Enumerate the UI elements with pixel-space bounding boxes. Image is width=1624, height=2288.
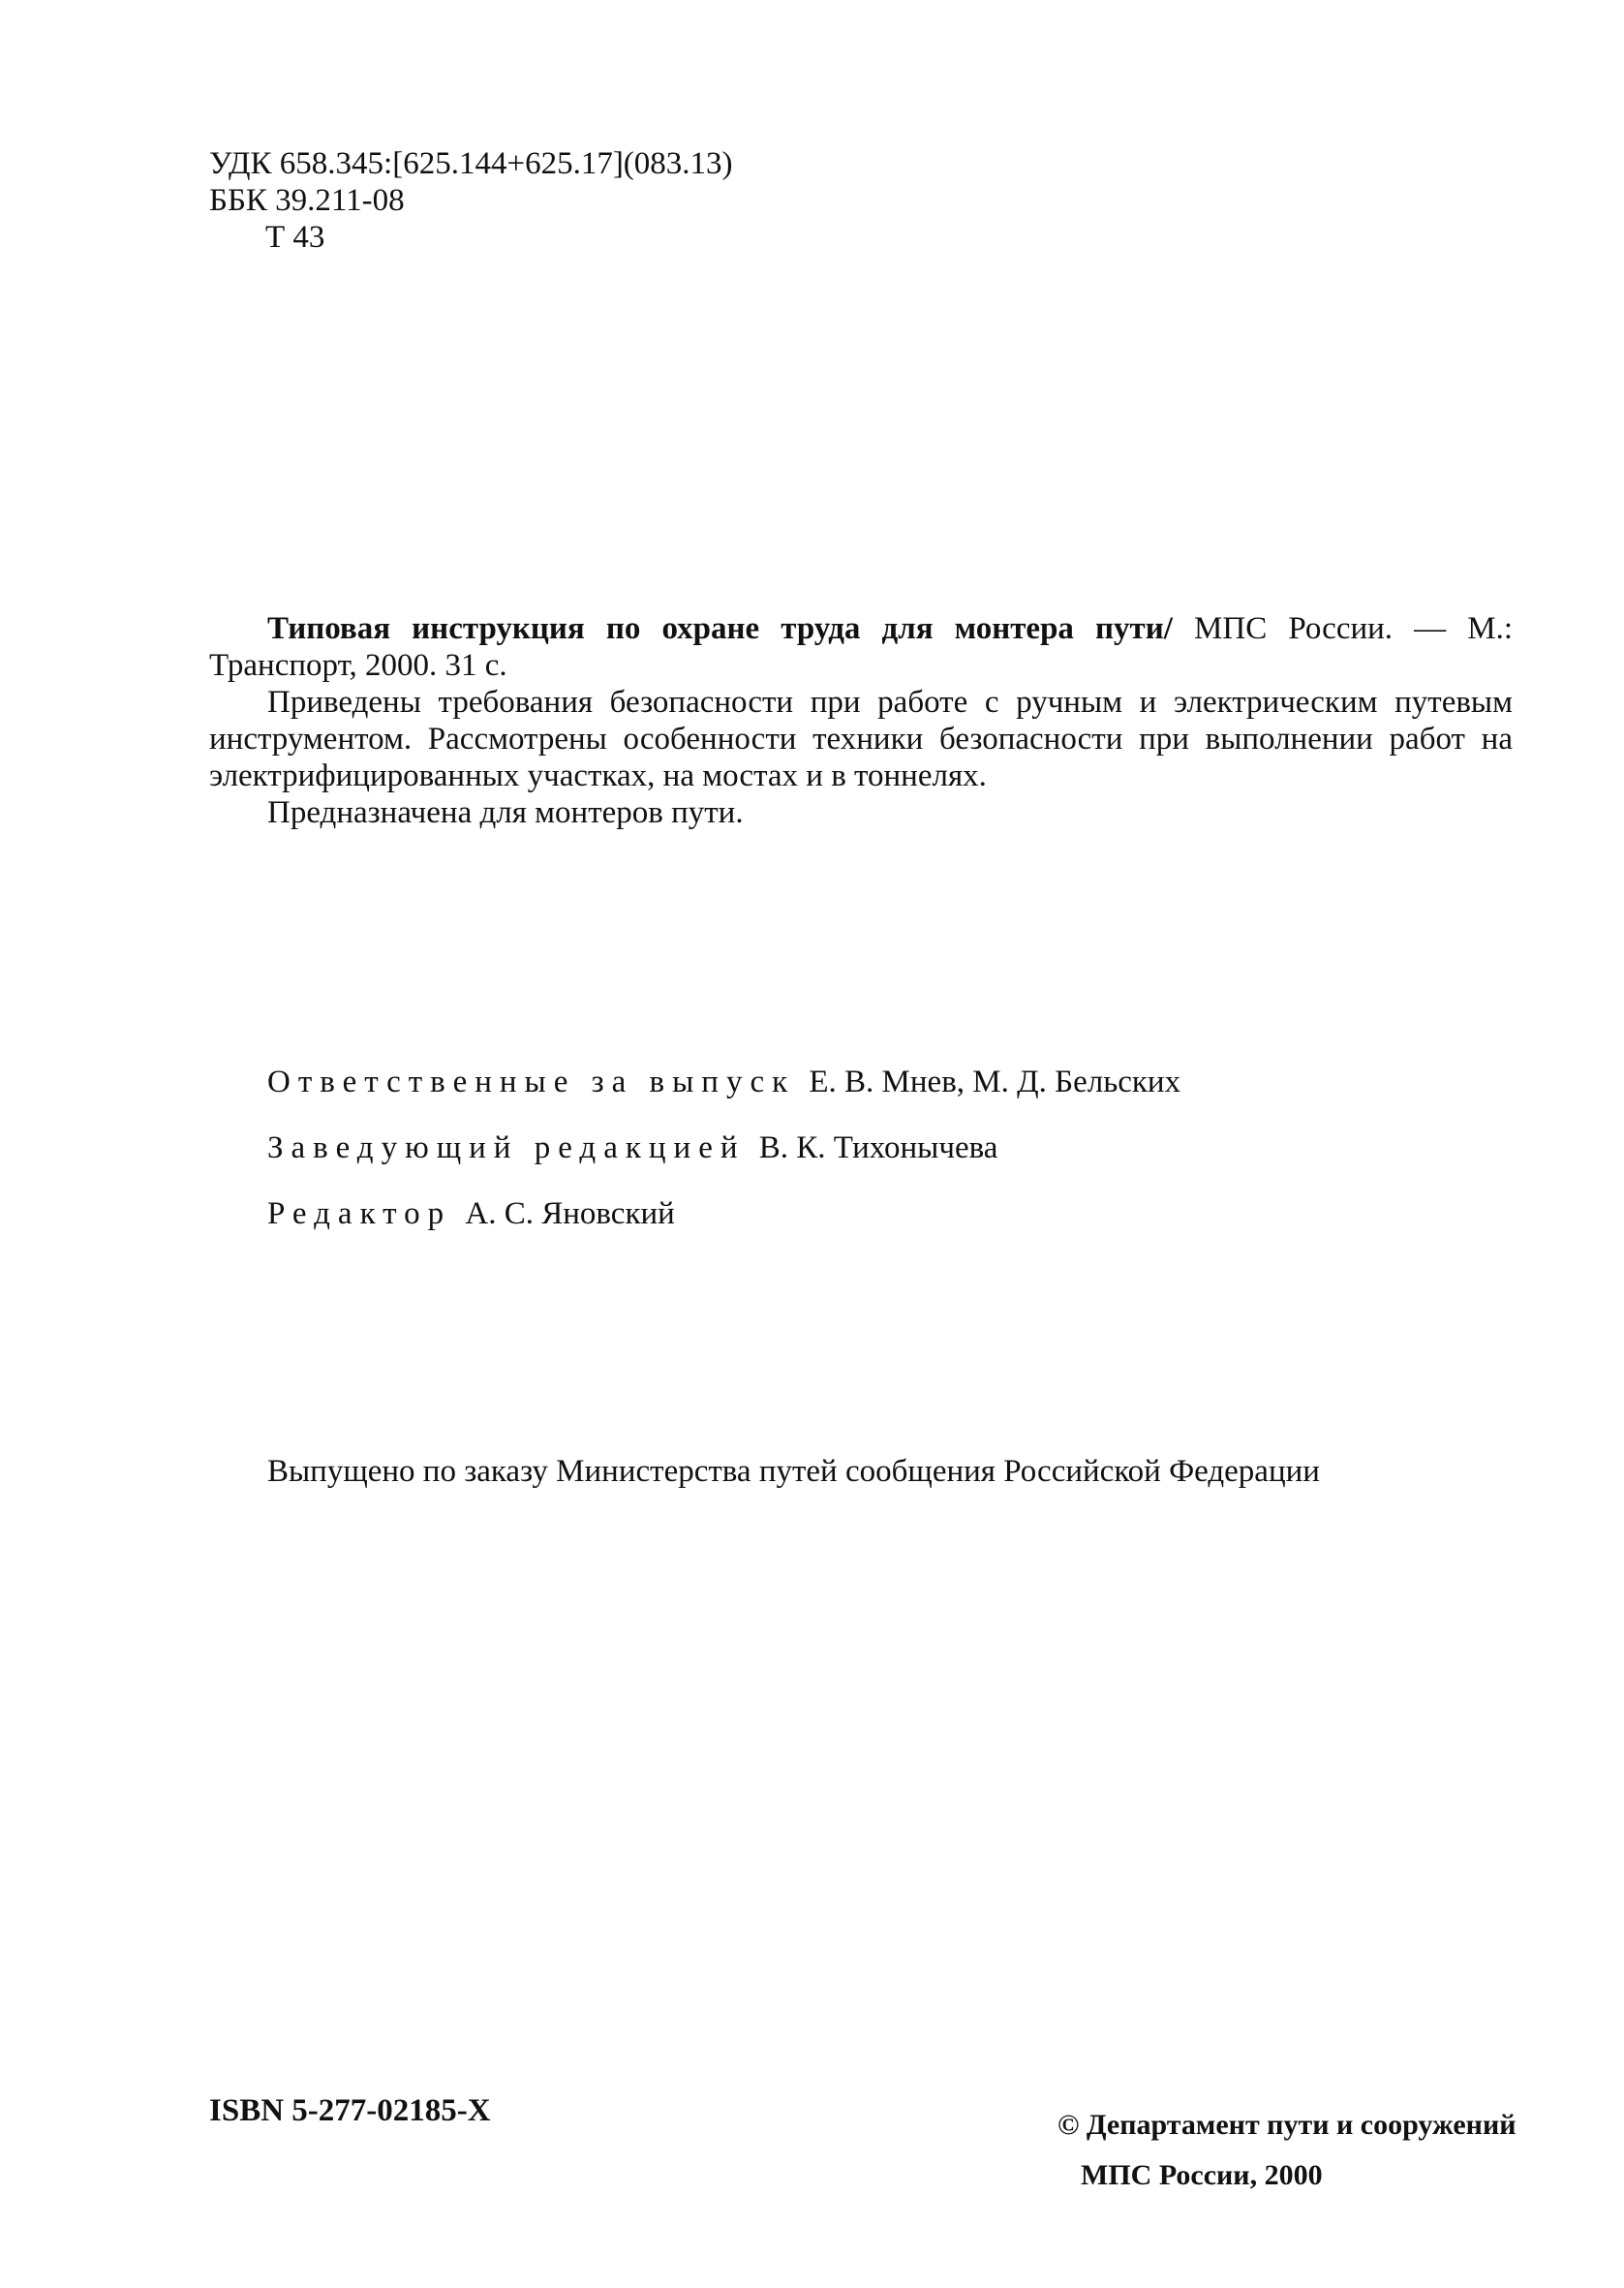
bibliographic-entry (209, 610, 1513, 684)
order-note: Выпущено по заказу Министерства путей сообщения Российской Федерации (267, 1454, 1320, 1489)
isbn: ISBN 5-277-02185-X (209, 2093, 491, 2128)
copyright-holder: © Департамент пути и сооружений (1057, 2109, 1517, 2141)
author-mark: Т 43 (265, 220, 325, 255)
credit-row (267, 1064, 1180, 1100)
credit-names: Е. В. Мнев, М. Д. Бельских (809, 1065, 1181, 1099)
credit-row (267, 1195, 1180, 1232)
bbk-code: ББК 39.211-08 (209, 183, 405, 218)
book-title: Типовая инструкция по охране труда для монтера пути/ (267, 611, 1173, 646)
target-audience: Предназначена для монтеров пути. (267, 795, 744, 830)
bibliographic-details: МПС России. — М.: Транспорт, 2000. 31 с. (209, 611, 1513, 683)
classification-block (209, 145, 733, 256)
credit-names: В. К. Тихонычева (758, 1130, 998, 1165)
credit-names: А. С. Яновский (465, 1196, 675, 1231)
annotation-block (209, 610, 1513, 831)
copyright-block (1057, 2100, 1517, 2201)
udk-code: УДК 658.345:[625.144+625.17](083.13) (209, 146, 733, 181)
credits-block (267, 1064, 1180, 1261)
book-description: Приведены требования безопасности при работе с ручным и электрическим путевым инструментом. Рассмотрены особенности техники безопасности при выполнении работ на электрифицированных участках, на мостах и в тоннелях. (209, 685, 1513, 793)
copyright-year: МПС России, 2000 (1081, 2159, 1323, 2191)
credit-role: Заведующий редакцией (267, 1130, 746, 1165)
credit-role: Редактор (267, 1196, 452, 1231)
credit-row (267, 1129, 1180, 1166)
credit-role: Ответственные за выпуск (267, 1065, 796, 1099)
